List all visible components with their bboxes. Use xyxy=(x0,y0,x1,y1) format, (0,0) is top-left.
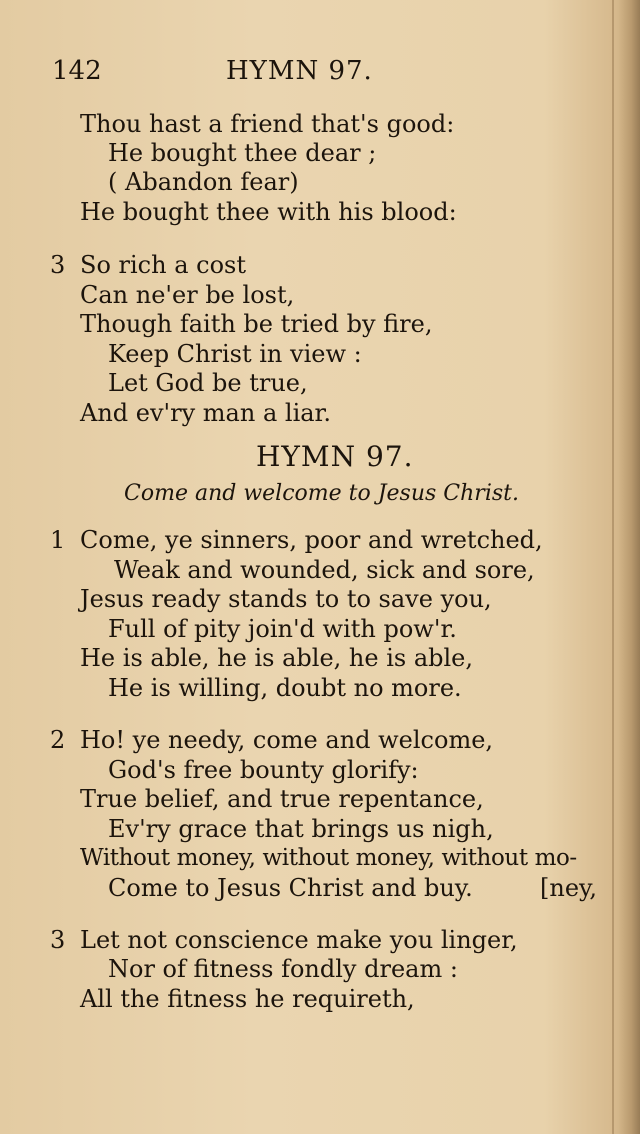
verse-line: Let not conscience make you linger, xyxy=(80,926,518,954)
verse-line: Come, ye sinners, poor and wretched, xyxy=(80,526,543,554)
verse-number: 3 xyxy=(50,926,66,954)
turnover-word: [ney, xyxy=(540,874,598,902)
verse-line: Ev'ry grace that brings us nigh, xyxy=(108,815,494,843)
verse-line: He is willing, doubt no more. xyxy=(108,674,462,702)
verse-line: True belief, and true repentance, xyxy=(80,785,484,813)
verse-number: 1 xyxy=(50,526,66,554)
verse-line: Ho! ye needy, come and welcome, xyxy=(80,726,494,754)
stanza-line: Can ne'er be lost, xyxy=(80,281,295,309)
page-edge-shadow xyxy=(618,0,640,1134)
verse-line: Weak and wounded, sick and sore, xyxy=(114,556,535,584)
verse-line: God's free bounty glorify: xyxy=(108,756,419,784)
page-number: 142 xyxy=(52,56,102,86)
verse-line: Nor of fitness fondly dream : xyxy=(108,955,458,983)
verse-line: Without money, without money, without mo- xyxy=(80,845,577,871)
stanza-line: He bought thee dear ; xyxy=(108,139,377,167)
stanza-line: He bought thee with his blood: xyxy=(80,198,457,226)
stanza-line: Thou hast a friend that's good: xyxy=(80,110,455,138)
verse-number: 3 xyxy=(50,251,66,279)
verse-line: Full of pity join'd with pow'r. xyxy=(108,615,457,643)
hymn-title: HYMN 97. xyxy=(256,440,414,473)
stanza-line: Let God be true, xyxy=(108,369,308,397)
hymn-subtitle: Come and welcome to Jesus Christ. xyxy=(124,481,519,506)
stanza-line: ( Abandon fear) xyxy=(108,168,299,196)
verse-number: 2 xyxy=(50,726,66,754)
stanza-line: So rich a cost xyxy=(80,251,246,279)
stanza-line: And ev'ry man a liar. xyxy=(80,399,332,427)
running-title: HYMN 97. xyxy=(226,56,373,86)
page-gutter-line xyxy=(612,0,614,1134)
verse-line: He is able, he is able, he is able, xyxy=(80,644,473,672)
stanza-line: Keep Christ in view : xyxy=(108,340,362,368)
stanza-line: Though faith be tried by fire, xyxy=(80,310,433,338)
verse-line: All the fitness he requireth, xyxy=(80,985,415,1013)
verse-line: Come to Jesus Christ and buy. xyxy=(108,874,473,902)
verse-line: Jesus ready stands to to save you, xyxy=(80,585,492,613)
